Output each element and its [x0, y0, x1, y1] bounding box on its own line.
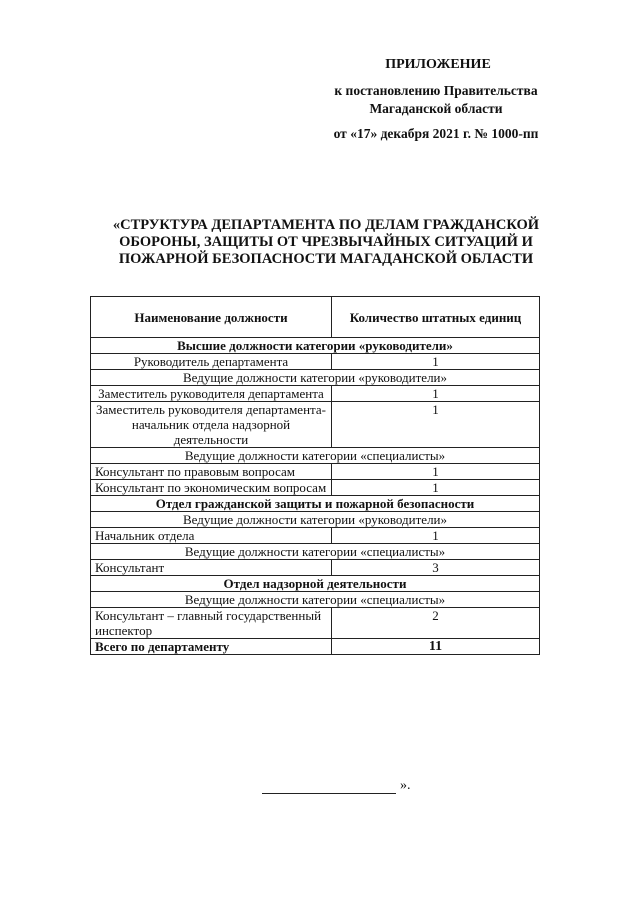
table-row	[91, 464, 540, 480]
position-quantity: 1	[332, 480, 540, 496]
table-header-row	[91, 297, 540, 338]
table-row	[91, 386, 540, 402]
appendix-label: ПРИЛОЖЕНИЕ	[385, 57, 491, 72]
column-header-quantity: Количество штатных единиц	[332, 297, 540, 338]
position-name: Начальник отдела	[91, 528, 332, 544]
position-quantity: 1	[332, 354, 540, 370]
position-quantity: 1	[332, 402, 540, 448]
subheader-title: Ведущие должности категории «специалисты»	[91, 592, 540, 608]
section-row	[91, 338, 540, 354]
subheader-row	[91, 370, 540, 386]
column-header-position: Наименование должности	[91, 297, 332, 338]
position-name: Консультант по экономическим вопросам	[91, 480, 332, 496]
closing-quote: ».	[400, 778, 411, 793]
subheader-title: Ведущие должности категории «руководители»	[91, 370, 540, 386]
document-title: «СТРУКТУРА ДЕПАРТАМЕНТА ПО ДЕЛАМ ГРАЖДАНСКОЙ ОБОРОНЫ, ЗАЩИТЫ ОТ ЧРЕЗВЫЧАЙНЫХ СИТУАЦИЙ И ПОЖАРНОЙ БЕЗОПАСНОСТИ МАГАДАНСКОЙ ОБЛАСТИ	[112, 217, 540, 267]
total-row	[91, 639, 540, 655]
section-row	[91, 576, 540, 592]
signature-line	[262, 793, 396, 794]
subheader-row	[91, 512, 540, 528]
subheader-row	[91, 448, 540, 464]
subheader-title: Ведущие должности категории «руководители»	[91, 512, 540, 528]
staff-structure-table	[90, 296, 540, 655]
position-quantity: 3	[332, 560, 540, 576]
position-quantity: 1	[332, 386, 540, 402]
table-row	[91, 480, 540, 496]
section-row	[91, 496, 540, 512]
position-quantity: 1	[332, 528, 540, 544]
position-name: Консультант – главный государственный инспектор	[91, 608, 332, 639]
decree-reference: к постановлению Правительства Магаданской области	[334, 83, 538, 116]
section-title: Высшие должности категории «руководители»	[91, 338, 540, 354]
subheader-row	[91, 544, 540, 560]
position-name: Консультант по правовым вопросам	[91, 464, 332, 480]
table-row	[91, 528, 540, 544]
position-name: Руководитель департамента	[91, 354, 332, 370]
table-row	[91, 560, 540, 576]
subheader-title: Ведущие должности категории «специалисты»	[91, 544, 540, 560]
table-row	[91, 608, 540, 639]
position-quantity: 2	[332, 608, 540, 639]
section-title: Отдел гражданской защиты и пожарной безопасности	[91, 496, 540, 512]
position-name: Заместитель руководителя департамента-начальник отдела надзорной деятельности	[91, 402, 332, 448]
section-title: Отдел надзорной деятельности	[91, 576, 540, 592]
decree-date: от «17» декабря 2021 г. № 1000-пп	[333, 126, 539, 141]
position-name: Заместитель руководителя департамента	[91, 386, 332, 402]
position-name: Консультант	[91, 560, 332, 576]
total-quantity: 11	[332, 639, 540, 655]
table-row	[91, 354, 540, 370]
position-quantity: 1	[332, 464, 540, 480]
total-label: Всего по департаменту	[91, 639, 332, 655]
table-row	[91, 402, 540, 448]
subheader-title: Ведущие должности категории «специалисты»	[91, 448, 540, 464]
subheader-row	[91, 592, 540, 608]
